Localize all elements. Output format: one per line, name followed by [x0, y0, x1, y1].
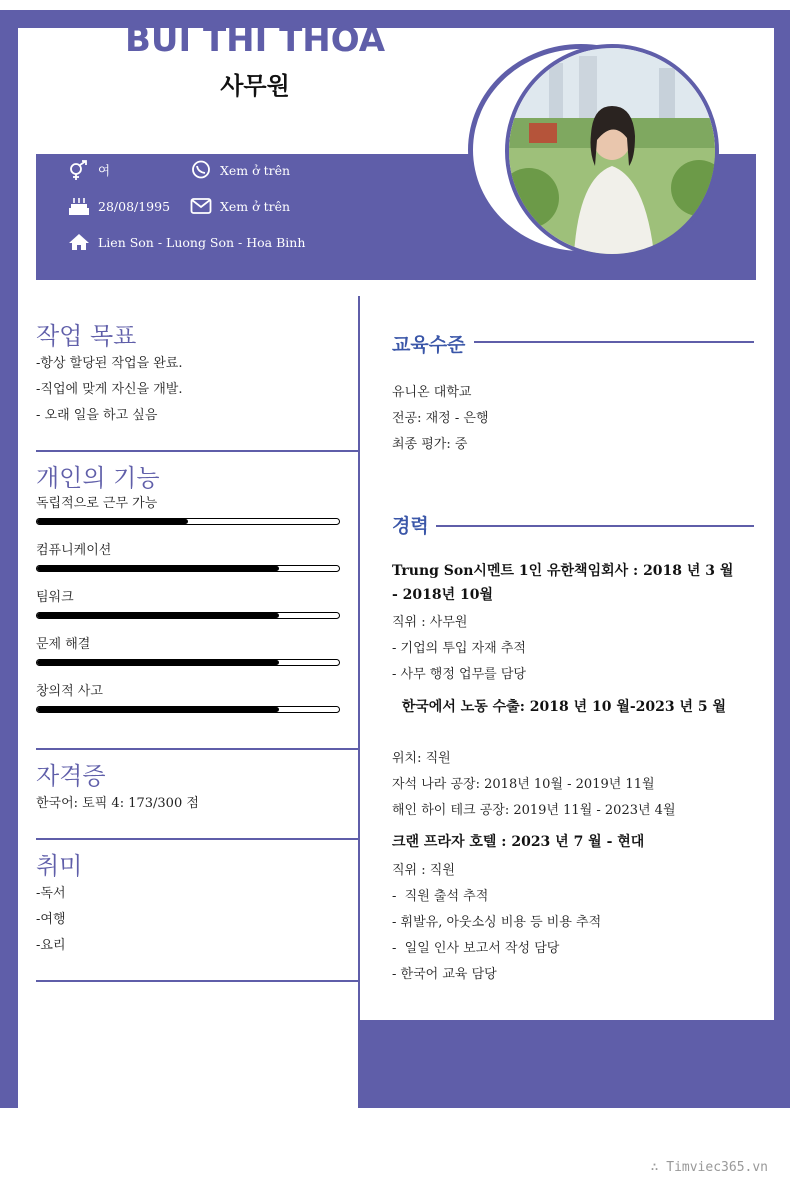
skill-label: 창의적 사고 [36, 684, 103, 699]
education-line: 최종 평가: 중 [392, 437, 468, 452]
job-line: 직위 : 사무원 [392, 615, 468, 630]
contact-email [190, 196, 290, 216]
logo-icon: ∴ [650, 1160, 667, 1175]
job-line: 위치: 직원 [392, 751, 451, 766]
skill-label: 팀워크 [36, 590, 74, 605]
contact-birthday [68, 196, 170, 216]
section-rule [436, 525, 754, 527]
education-line: 전공: 재정 - 은행 [392, 411, 489, 426]
contact-address [68, 232, 305, 252]
objective-line: -직업에 맞게 자신을 개발. [36, 382, 183, 397]
frame-right [774, 10, 790, 1108]
job-heading: Trung Son시멘트 1인 유한책임회사 : 2018 년 3 월 - 2018년 10월 [392, 563, 734, 603]
skills-title: 개인의 기능 [36, 464, 160, 492]
contact-phone [190, 160, 290, 180]
profile-photo [505, 44, 719, 258]
gender-value: 여 [98, 163, 111, 178]
job-line: - 일일 인사 보고서 작성 담당 [392, 941, 560, 956]
email-value: Xem ở trên [220, 198, 291, 214]
section-rule [36, 980, 358, 982]
job-line: - 사무 행정 업무를 담당 [392, 667, 526, 682]
skill-bar [36, 706, 340, 713]
job-heading: 크랜 프라자 호텔 : 2023 년 7 월 - 현대 [392, 834, 645, 850]
frame-left [0, 10, 18, 1108]
hobby-line: -독서 [36, 886, 66, 901]
skill-bar [36, 518, 340, 525]
skill-fill [37, 519, 188, 524]
birthday-cake-icon [68, 196, 90, 216]
objective-title: 작업 목표 [36, 322, 137, 350]
skill-bar [36, 659, 340, 666]
column-divider [358, 296, 360, 1108]
skill-fill [37, 566, 279, 571]
birthday-value: 28/08/1995 [98, 198, 171, 214]
envelope-icon [190, 196, 212, 216]
skill-fill [37, 613, 279, 618]
home-icon [68, 232, 90, 252]
objective-line: - 오래 일을 하고 싶음 [36, 408, 158, 423]
contact-gender [68, 160, 110, 180]
certificate-line: 한국어: 토픽 4: 173/300 점 [36, 796, 199, 811]
job-line: - 휘발유, 아웃소싱 비용 등 비용 추적 [392, 915, 602, 930]
footer-brand-text: Timviec365.vn [666, 1160, 768, 1175]
skill-label: 독립적으로 근무 가능 [36, 496, 158, 511]
whatsapp-icon [190, 160, 212, 180]
experience-title: 경력 [392, 515, 429, 537]
footer-brand[interactable] [651, 1160, 768, 1175]
section-rule [474, 341, 754, 343]
skill-bar [36, 565, 340, 572]
phone-value: Xem ở trên [220, 162, 291, 178]
hobby-line: -요리 [36, 938, 66, 953]
skill-label: 컴퓨니케이션 [36, 543, 112, 558]
section-rule [36, 450, 358, 452]
skill-label: 문제 해결 [36, 637, 91, 652]
hobby-line: -여행 [36, 912, 66, 927]
skill-fill [37, 707, 279, 712]
candidate-position: 사무원 [220, 72, 290, 100]
section-rule [36, 838, 358, 840]
certificates-title: 자격증 [36, 762, 106, 790]
job-line: 직위 : 직원 [392, 863, 455, 878]
education-line: 유니온 대학교 [392, 385, 472, 400]
job-line: - 한국어 교육 담당 [392, 967, 497, 982]
skill-bar [36, 612, 340, 619]
job-line: 해인 하이 테크 공장: 2019년 11월 - 2023년 4월 [392, 803, 676, 818]
section-rule [36, 748, 358, 750]
skill-fill [37, 660, 279, 665]
job-heading: 한국에서 노동 수출: 2018 년 10 월-2023 년 5 월 [392, 699, 727, 715]
job-line: - 기업의 투입 자재 추적 [392, 641, 526, 656]
address-value: Lien Son - Luong Son - Hoa Binh [98, 234, 306, 250]
hobbies-title: 취미 [36, 852, 83, 880]
job-line: - 직원 출석 추적 [392, 889, 489, 904]
frame-bottom-block [360, 1020, 790, 1108]
candidate-name: BUI THI THOA [124, 20, 386, 60]
gender-icon [68, 160, 90, 180]
job-line: 자석 나라 공장: 2018년 10월 - 2019년 11월 [392, 777, 655, 792]
objective-line: -항상 할당된 작업을 완료. [36, 356, 183, 371]
education-title: 교육수준 [392, 334, 466, 356]
